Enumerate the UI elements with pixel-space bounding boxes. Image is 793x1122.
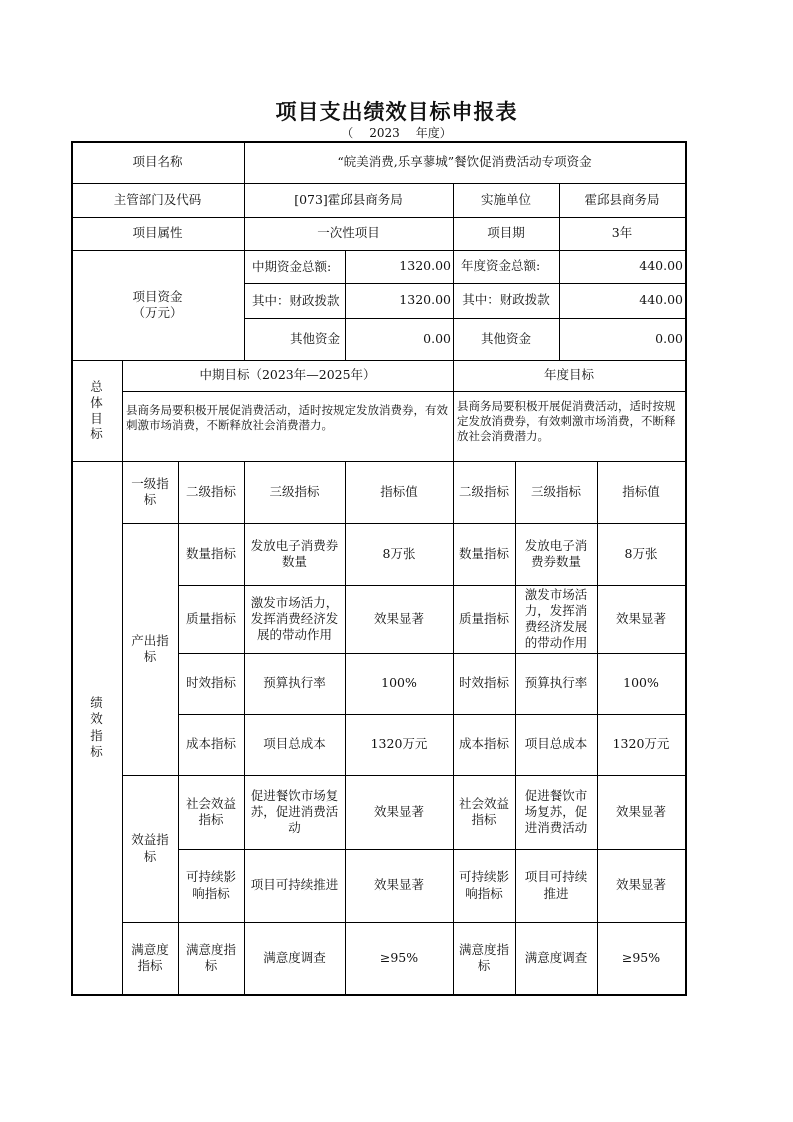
header-level2: 二级指标 — [185, 483, 236, 499]
cell-value: 1320万元 — [370, 736, 428, 752]
year-fiscal-value: 440.00 — [639, 292, 683, 308]
funds-label: 项目资金 （万元） — [132, 288, 183, 320]
dept-label: 主管部门及代码 — [113, 191, 202, 207]
cell-level2-year: 满意度指 标 — [458, 941, 509, 973]
perf-label: 绩 效 指 标 — [90, 695, 103, 759]
cell-value-year: 8万张 — [624, 545, 658, 561]
subtitle-close: 年度） — [415, 126, 452, 140]
period-label: 项目期 — [487, 225, 525, 241]
year-total-value: 440.00 — [639, 258, 683, 274]
year-fiscal-label: 其中：财政拨款 — [462, 292, 550, 308]
year-goal-header: 年度目标 — [543, 367, 594, 383]
header-level3: 三级指标 — [269, 483, 320, 499]
year-total-label: 年度资金总额: — [461, 258, 541, 274]
year-goal-text: 县商务局要积极开展促消费活动，适时按规定发放消费券，有效刺激市场消费，不断释放社会消费潜力。 — [457, 399, 676, 443]
header-value-year: 指标值 — [622, 483, 660, 499]
page-title: 项目支出绩效目标申报表 — [275, 100, 518, 124]
cell-level2-year: 时效指标 — [458, 675, 509, 691]
cell-value: 效果显著 — [373, 610, 424, 626]
mid-fiscal-value: 1320.00 — [399, 292, 451, 308]
cell-level2: 社会效益 指标 — [185, 795, 236, 827]
cell-level3-year: 项目可持续 推进 — [524, 869, 588, 901]
mid-total-value: 1320.00 — [399, 258, 451, 274]
cell-level2: 满意度指 标 — [185, 941, 236, 973]
cell-level2-year: 数量指标 — [458, 545, 509, 561]
cell-value: 效果显著 — [373, 803, 424, 819]
impl-label: 实施单位 — [480, 191, 531, 207]
attr-label: 项目属性 — [132, 225, 183, 241]
cell-level2: 质量指标 — [185, 610, 236, 626]
project-name-value: “皖美消费,乐享蓼城”餐饮促消费活动专项资金 — [337, 153, 592, 169]
group-output: 产出指 标 — [131, 632, 169, 664]
attr-value: 一次性项目 — [317, 225, 380, 241]
cell-level2: 时效指标 — [185, 675, 236, 691]
cell-level3-year: 发放电子消 费券数量 — [524, 537, 588, 569]
cell-level2-year: 质量指标 — [458, 610, 509, 626]
impl-value: 霍邱县商务局 — [584, 191, 660, 207]
dept-value: [073]霍邱县商务局 — [294, 191, 403, 207]
cell-level2: 数量指标 — [185, 545, 236, 561]
cell-value: 8万张 — [382, 545, 416, 561]
period-value: 3年 — [611, 225, 633, 241]
mid-goal-header: 中期目标（2023年—2025年） — [199, 367, 376, 383]
mid-other-value: 0.00 — [423, 330, 451, 346]
mid-other-label: 其他资金 — [290, 330, 341, 346]
cell-level3: 促进餐饮市场复 苏，促进消费活 动 — [250, 787, 339, 836]
subtitle-year: 2023 — [369, 126, 400, 140]
year-other-value: 0.00 — [655, 330, 683, 346]
cell-value-year: 100% — [623, 675, 659, 691]
header-level2-year: 二级指标 — [458, 483, 509, 499]
group-benefit: 效益指 标 — [131, 832, 169, 864]
cell-level2-year: 可持续影 响指标 — [458, 869, 509, 901]
year-other-label: 其他资金 — [480, 330, 531, 346]
cell-value-year: 1320万元 — [612, 736, 670, 752]
header-level1: 一级指 标 — [131, 475, 169, 507]
cell-level3-year: 满意度调查 — [524, 949, 588, 965]
subtitle-open: （ — [341, 126, 354, 140]
cell-level3-year: 激发市场活 力，发挥消 费经济发展 的带动作用 — [524, 586, 588, 651]
cell-value-year: 效果显著 — [615, 803, 666, 819]
mid-goal-text: 县商务局要积极开展促消费活动，适时按规定发放消费券，有效刺激市场消费，不断释放社会消费潜力。 — [126, 403, 448, 432]
cell-level3: 项目总成本 — [263, 736, 326, 752]
cell-level2-year: 成本指标 — [458, 736, 509, 752]
cell-value: 100% — [381, 675, 417, 691]
cell-value: ≥95% — [379, 949, 419, 965]
cell-level3: 项目可持续推进 — [250, 877, 339, 893]
cell-level3: 激发市场活力， 发挥消费经济发 展的带动作用 — [250, 594, 339, 643]
project-name-label: 项目名称 — [132, 153, 183, 169]
cell-level2: 成本指标 — [185, 736, 236, 752]
cell-level3: 满意度调查 — [263, 949, 326, 965]
group-satisfaction: 满意度 指标 — [131, 941, 169, 973]
header-value: 指标值 — [380, 483, 418, 499]
cell-level2-year: 社会效益 指标 — [458, 795, 509, 827]
cell-level3: 发放电子消费券 数量 — [250, 537, 339, 569]
cell-value-year: ≥95% — [621, 949, 661, 965]
mid-total-label: 中期资金总额: — [252, 258, 332, 274]
cell-value-year: 效果显著 — [615, 877, 666, 893]
goals-label: 总 体 目 标 — [90, 379, 103, 442]
cell-level3-year: 预算执行率 — [524, 675, 588, 691]
cell-level2: 可持续影 响指标 — [185, 869, 236, 901]
mid-fiscal-label: 其中：财政拨款 — [252, 293, 340, 308]
cell-level3-year: 促进餐饮市 场复苏，促 进消费活动 — [524, 787, 588, 836]
cell-level3-year: 项目总成本 — [524, 736, 588, 752]
header-level3-year: 三级指标 — [530, 483, 581, 499]
cell-level3: 预算执行率 — [263, 675, 326, 691]
page-subtitle — [0, 124, 793, 141]
cell-value: 效果显著 — [373, 877, 424, 893]
cell-value-year: 效果显著 — [615, 610, 666, 626]
